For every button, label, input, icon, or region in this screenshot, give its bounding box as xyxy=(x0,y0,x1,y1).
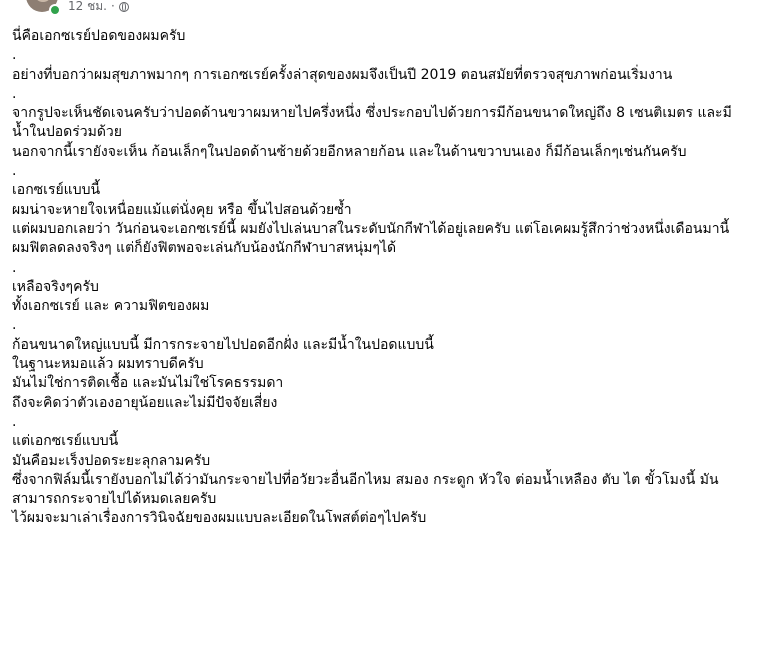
post-meta xyxy=(68,0,129,14)
post-line: ไว้ผมจะมาเล่าเรื่องการวินิจฉัยของผมแบบละเอียดในโพสต์ต่อๆไปครับ xyxy=(12,510,427,527)
post-line: ในฐานะหมอแล้ว ผมทราบดีครับ xyxy=(12,356,204,373)
post-line: ถึงจะคิดว่าตัวเองอายุน้อยและไม่มีปัจจัยเสี่ยง xyxy=(12,394,278,411)
post-body xyxy=(12,27,742,529)
post-header xyxy=(0,0,758,16)
post-timestamp[interactable]: 12 ชม. xyxy=(68,0,107,13)
post-line: . xyxy=(12,259,17,276)
post-line: ผมน่าจะหายใจเหนื่อยแม้แต่นั่งคุย หรือ ขึ้นไปสอนด้วยซ้ำ xyxy=(12,201,352,218)
post-line: . xyxy=(12,317,17,334)
post-line: จากรูปจะเห็นชัดเจนครับว่าปอดด้านขวาผมหายไปครึ่งหนึ่ง ซึ่งประกอบไปด้วยการมีก้อนขนาดใหญ่ถึง 8 เซนติเมตร และมีน้ำในปอดร่วมด้วย xyxy=(12,105,732,141)
post-line: มันไม่ใช่การติดเชื้อ และมันไม่ใช่โรคธรรมดา xyxy=(12,375,284,392)
post-line: แต่ผมบอกเลยว่า วันก่อนจะเอกซเรย์นี้ ผมยังไปเล่นบาสในระดับนักกีฬาได้อยู่เลยครับ แต่โอเคผมรู้สึกว่าช่วงหนึ่งเดือนมานี้ ผมฟิตลดลงจริงๆ แต่ก็ยังฟิตพอจะเล่นกับน้องนักกีฬาบาสหนุ่มๆได้ xyxy=(12,220,730,257)
post-line: . xyxy=(12,47,17,64)
post-line: เหลือจริงๆครับ xyxy=(12,278,99,295)
meta-separator: · xyxy=(110,0,115,13)
online-status-dot xyxy=(49,4,61,16)
post-line: แต่เอกซเรย์แบบนี้ xyxy=(12,433,119,450)
post-line: . xyxy=(12,85,17,102)
post-line: มันคือมะเร็งปอดระยะลุกลามครับ xyxy=(12,452,211,469)
post-line: ทั้งเอกซเรย์ และ ความฟิตของผม xyxy=(12,298,210,315)
post-line: อย่างที่บอกว่าผมสุขภาพมากๆ การเอกซเรย์ครั้งล่าสุดของผมจึงเป็นปี 2019 ตอนสมัยที่ตรวจสุขภาพก่อนเริ่มงาน xyxy=(12,66,673,83)
globe-icon[interactable] xyxy=(119,2,129,12)
post-line: ซึ่งจากฟิล์มนี้เรายังบอกไม่ได้ว่ามันกระจายไปที่อวัยวะอื่นอีกไหม สมอง กระดูก หัวใจ ต่อมน้ำเหลือง ตับ ไต ขั้วโมงนี้ มันสามารถกระจายไปได้หมดเลยครับ xyxy=(12,471,719,508)
post-line: ก้อนขนาดใหญ่แบบนี้ มีการกระจายไปปอดอีกฝั่ง และมีน้ำในปอดแบบนี้ xyxy=(12,336,434,353)
post-line: นอกจากนี้เรายังจะเห็น ก้อนเล็กๆในปอดด้านซ้ายด้วยอีกหลายก้อน และในด้านขวาบนเอง ก็มีก้อนเล็กๆเช่นกันครับ xyxy=(12,143,687,160)
post-line: นี่คือเอกซเรย์ปอดของผมครับ xyxy=(12,28,186,44)
post-line: เอกซเรย์แบบนี้ xyxy=(12,182,101,199)
post-line: . xyxy=(12,163,17,180)
post-line: . xyxy=(12,413,17,430)
